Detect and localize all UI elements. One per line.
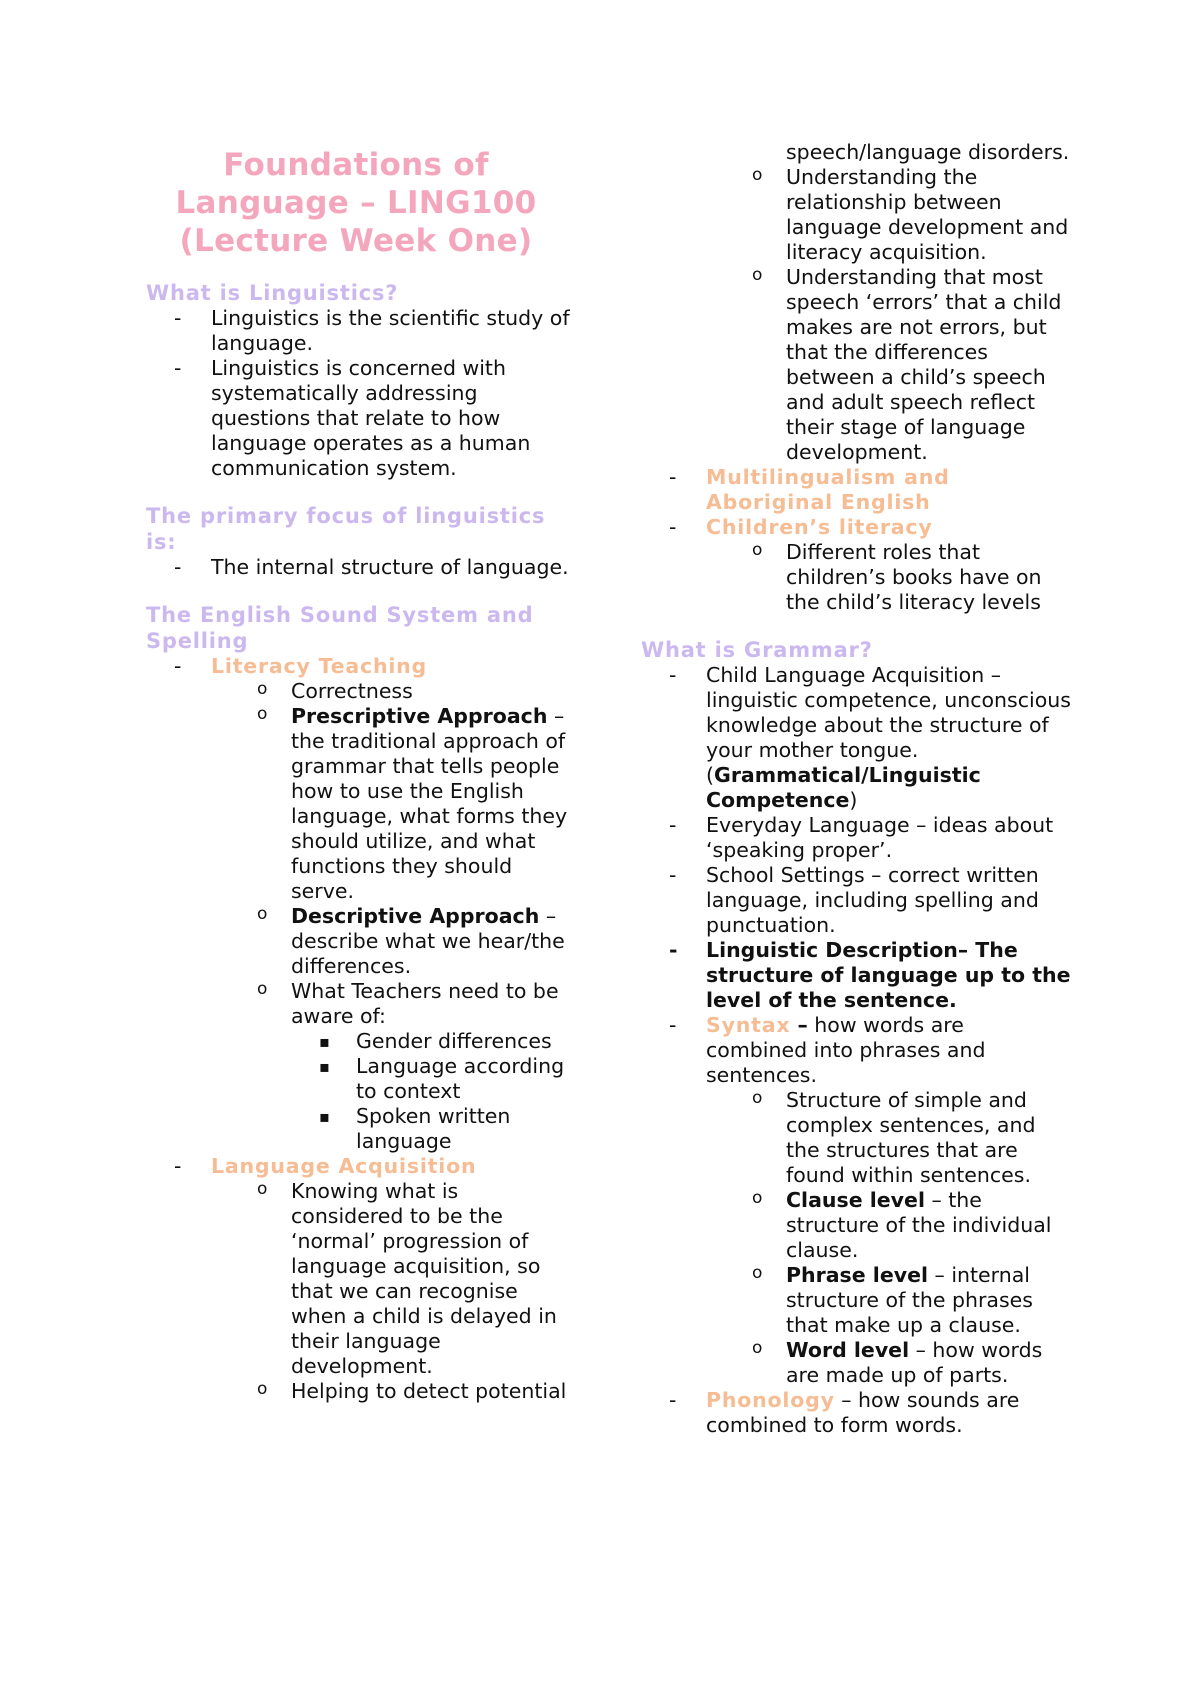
heading-what-is-linguistics: What is Linguistics? [146, 281, 399, 305]
heading-primary-focus: The primary focus of linguistics is: [146, 504, 546, 554]
list-item-teachers: o What Teachers need to be aware of: ▪ Gender differences ▪ Language according to context ▪ Spoken written language [211, 979, 576, 1154]
list-language-acquisition-heading [146, 1154, 576, 1179]
list-item-phonology: - Phonology – how sounds are combined to form words. [641, 1388, 1071, 1438]
list-item: ▪ Gender differences [283, 1029, 576, 1054]
list-sound-system [146, 654, 576, 679]
list-item: o Different roles that children’s books have on the child’s literacy levels [706, 540, 1071, 615]
list-item: o Understanding the relationship between language development and literacy acquisition. [706, 165, 1071, 265]
prescriptive-term: Prescriptive Approach [291, 704, 548, 728]
list-item-descriptive [211, 904, 576, 979]
list-language-acquisition [211, 1179, 576, 1404]
list-item: o Helping to detect potential [211, 1379, 576, 1404]
list-item-continued: speech/language disorders. [786, 140, 1070, 164]
right-column [641, 140, 1071, 1438]
list-item: o Correctness [211, 679, 576, 704]
list-item-child-acquisition: - Child Language Acquisition – linguistic competence, unconscious knowledge about the structure of your mother tongue. (Grammatical/Linguistic Competence) [641, 663, 1071, 813]
heading-sound-system: The English Sound System and Spelling [146, 603, 534, 653]
left-column [146, 140, 576, 1404]
list-item-literacy-teaching [146, 654, 576, 679]
prescriptive-definition: – the traditional approach of grammar that tells people how to use the English language, what forms they should utilize, and what functions they should serve. [291, 704, 568, 903]
list-item: - Linguistics is the scientific study of language. [146, 306, 576, 356]
heading-what-is-grammar: What is Grammar? [641, 638, 873, 662]
list-item-multilingualism: - Multilingualism and Aboriginal English [641, 465, 1071, 515]
descriptive-definition: – describe what we hear/the differences. [291, 904, 565, 978]
list-item: ▪ Spoken written language [283, 1104, 576, 1154]
list-primary-focus [146, 555, 576, 580]
page-title: Foundations of Language – LING100 (Lecture Week One) [175, 147, 537, 259]
list-what-is-linguistics [146, 306, 576, 481]
list-syntax-levels [706, 1088, 1071, 1388]
list-phonology [641, 1388, 1071, 1438]
list-childrens-literacy [706, 540, 1071, 615]
list-item-linguistic-description: - Linguistic Description– The structure of language up to the level of the sentence. [641, 938, 1071, 1013]
list-right-topics [641, 465, 1071, 540]
list-item: - Linguistics is concerned with systematically addressing questions that relate to how language operates as a human communication system. [146, 356, 576, 481]
list-continuation [706, 140, 1071, 465]
label-literacy-teaching: Literacy Teaching [211, 654, 428, 678]
label-language-acquisition: Language Acquisition [211, 1154, 477, 1178]
list-item-phrase: o Phrase level – internal structure of the phrases that make up a clause. [706, 1263, 1071, 1338]
list-item: - The internal structure of language. [146, 555, 576, 580]
list-item: - Everyday Language – ideas about ‘speaking proper’. [641, 813, 1071, 863]
list-item-childrens-literacy: - Children’s literacy [641, 515, 1071, 540]
list-item-clause: o Clause level – the structure of the individual clause. [706, 1188, 1071, 1263]
list-literacy-teaching [211, 679, 576, 1154]
list-teachers-aware [283, 1029, 576, 1154]
list-item: ▪ Language according to context [283, 1054, 576, 1104]
descriptive-term: Descriptive Approach [291, 904, 540, 928]
list-item-word: o Word level – how words are made up of parts. [706, 1338, 1071, 1388]
list-grammar [641, 663, 1071, 1088]
list-item: o Structure of simple and complex sentences, and the structures that are found within sentences. [706, 1088, 1071, 1188]
list-item: o Understanding that most speech ‘errors’ that a child makes are not errors, but that the differences between a child’s speech and adult speech reflect their stage of language development. [706, 265, 1071, 465]
list-item-language-acquisition [146, 1154, 576, 1179]
list-item: o Knowing what is considered to be the ‘normal’ progression of language acquisition, so that we can recognise when a child is delayed in their language development. [211, 1179, 576, 1379]
list-item-prescriptive [211, 704, 576, 904]
list-item-syntax: - Syntax – how words are combined into phrases and sentences. [641, 1013, 1071, 1088]
list-item: - School Settings – correct written language, including spelling and punctuation. [641, 863, 1071, 938]
